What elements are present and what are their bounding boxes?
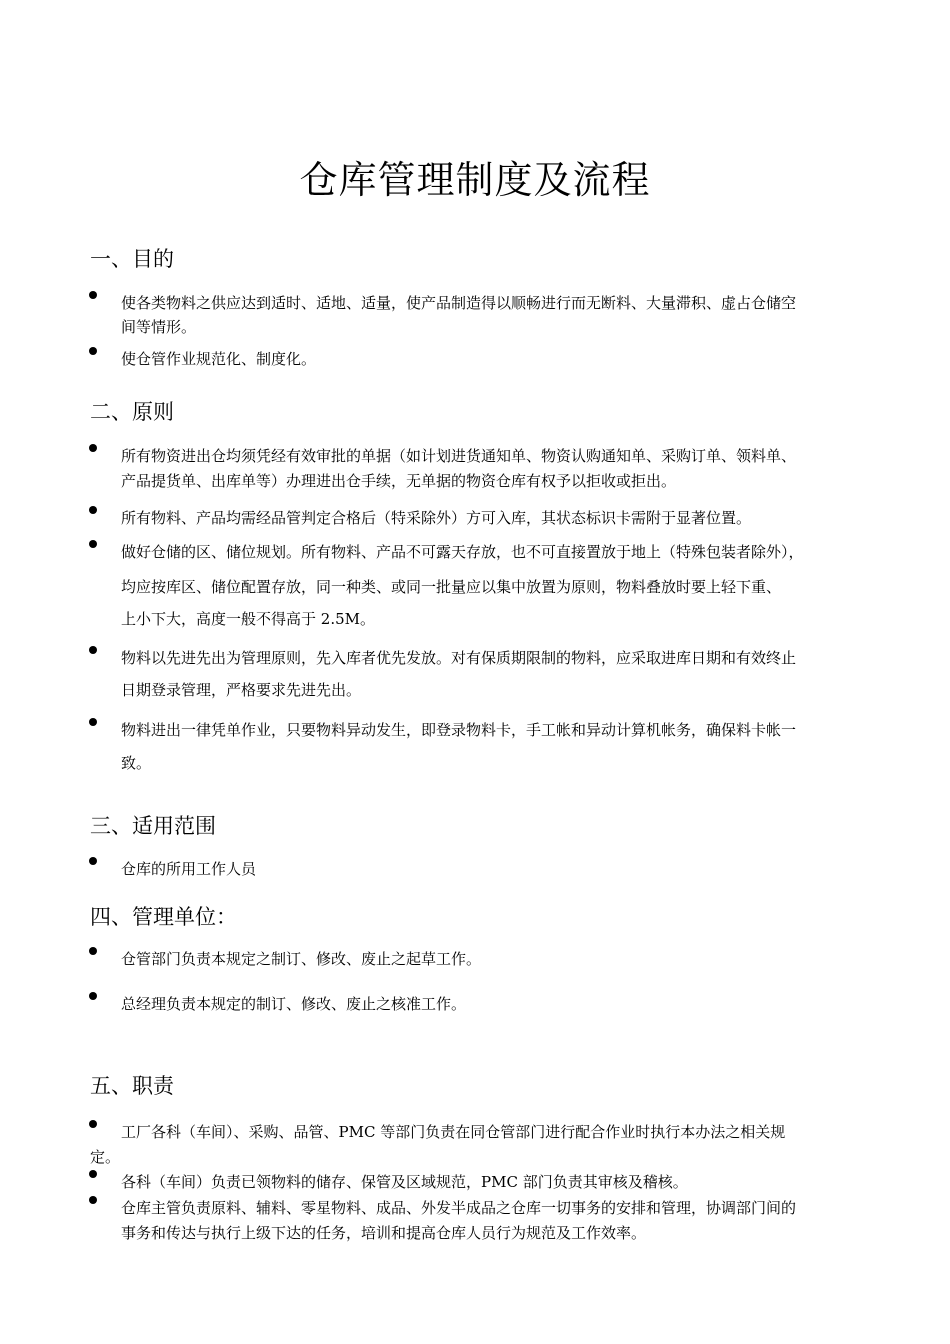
bullet-icon — [89, 1196, 97, 1204]
paragraph-line: 工厂各科（车间）、采购、品管、PMC 等部门负责在同仓管部门进行配合作业时执行本办法之相关规 — [121, 1123, 786, 1141]
paragraph-line: 物料以先进先出为管理原则，先入库者优先发放。对有保质期限制的物料，应采取进库日期和有效终止 — [121, 649, 797, 667]
bullet-icon — [89, 444, 97, 452]
paragraph-line: 定。 — [90, 1148, 121, 1166]
paragraph-line: 使仓管作业规范化、制度化。 — [121, 350, 317, 368]
document-title: 仓库管理制度及流程 — [299, 158, 651, 202]
paragraph-line: 仓库主管负责原料、辅料、零星物料、成品、外发半成品之仓库一切事务的安排和管理，协调部门间的 — [121, 1199, 797, 1217]
bullet-icon — [89, 1120, 97, 1128]
paragraph-line: 所有物资进出仓均须凭经有效审批的单据（如计划进货通知单、物资认购通知单、采购订单、领料单、 — [121, 447, 797, 465]
bullet-icon — [89, 718, 97, 726]
section-heading-scope: 三、适用范围 — [90, 814, 216, 838]
section-heading-principles: 二、原则 — [90, 400, 174, 424]
bullet-icon — [89, 506, 97, 514]
paragraph-line: 仓库的所用工作人员 — [121, 860, 257, 878]
paragraph-line: 日期登录管理，严格要求先进先出。 — [121, 681, 362, 699]
paragraph-line: 间等情形。 — [121, 318, 197, 336]
paragraph-line: 均应按库区、储位配置存放，同一种类、或同一批量应以集中放置为原则，物料叠放时要上轻下重、 — [121, 578, 782, 596]
bullet-icon — [89, 646, 97, 654]
paragraph-line: 使各类物料之供应达到适时、适地、适量，使产品制造得以顺畅进行而无断料、大量滞积、虚占仓储空 — [121, 294, 797, 312]
section-heading-responsibilities: 五、职责 — [90, 1074, 174, 1098]
section-heading-purpose: 一、目的 — [90, 247, 174, 271]
paragraph-line: 产品提货单、出库单等）办理进出仓手续，无单据的物资仓库有权予以拒收或拒出。 — [121, 472, 677, 490]
bullet-icon — [89, 291, 97, 299]
bullet-icon — [89, 347, 97, 355]
paragraph-line: 上小下大，高度一般不得高于 2.5M。 — [121, 610, 375, 628]
paragraph-line: 仓管部门负责本规定之制订、修改、废止之起草工作。 — [121, 950, 482, 968]
paragraph-line: 致。 — [121, 754, 152, 772]
section-heading-management-unit: 四、管理单位： — [90, 905, 237, 929]
paragraph-line: 所有物料、产品均需经品管判定合格后（特采除外）方可入库，其状态标识卡需附于显著位置。 — [121, 509, 752, 527]
paragraph-line: 总经理负责本规定的制订、修改、废止之核准工作。 — [121, 995, 467, 1013]
bullet-icon — [89, 947, 97, 955]
paragraph-line: 事务和传达与执行上级下达的任务，培训和提高仓库人员行为规范及工作效率。 — [121, 1224, 647, 1242]
paragraph-line: 各科（车间）负责已领物料的储存、保管及区域规范，PMC 部门负责其审核及稽核。 — [121, 1173, 688, 1191]
paragraph-line: 物料进出一律凭单作业，只要物料异动发生，即登录物料卡，手工帐和异动计算机帐务，确保料卡帐一 — [121, 721, 797, 739]
bullet-icon — [89, 1170, 97, 1178]
bullet-icon — [89, 540, 97, 548]
paragraph-line: 做好仓储的区、储位规划。所有物料、产品不可露天存放，也不可直接置放于地上（特殊包装者除外）， — [121, 543, 804, 561]
bullet-icon — [89, 857, 97, 865]
bullet-icon — [89, 992, 97, 1000]
